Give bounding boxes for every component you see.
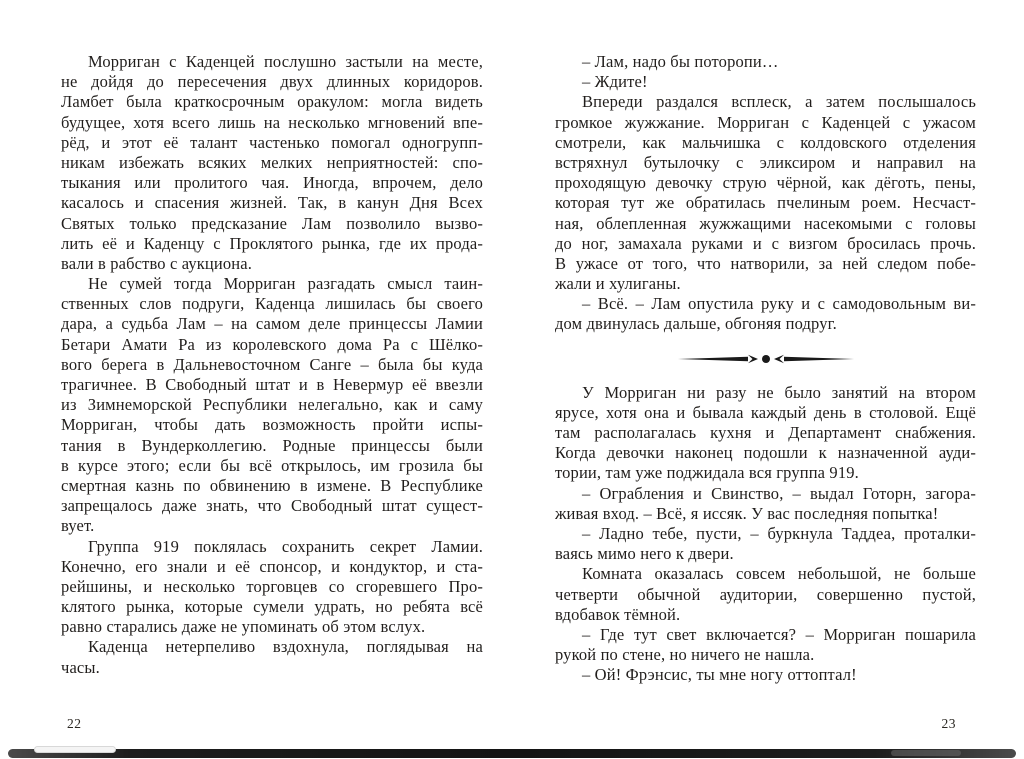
- text-line: рейшины, и несколько торговцев со сгоревшего Про-: [61, 576, 483, 596]
- text-line: часы.: [61, 657, 100, 677]
- text-line: ваясь мимо него к двери.: [555, 544, 734, 564]
- text-line: равно старались даже не упоминать об этом вслух.: [61, 617, 426, 637]
- paragraph: [61, 274, 483, 536]
- text-line: Каденца нетерпеливо вздохнула, поглядывая на: [88, 637, 483, 657]
- text-line: в курсе этого; если бы всё открылось, им грозила бы: [61, 455, 483, 475]
- paragraph: [555, 524, 976, 564]
- text-line: – Ой! Фрэнсис, ты мне ногу оттоптал!: [582, 665, 857, 685]
- text-line: клятого рынка, которые сумели удрать, но ребята всё: [61, 597, 483, 617]
- paragraph: [555, 383, 976, 484]
- page-number-left: 22: [67, 716, 82, 731]
- paragraph: [555, 92, 976, 294]
- text-line: Комната оказалась совсем небольшой, не больше: [582, 564, 976, 584]
- text-line: У Морриган ни разу не было занятий на втором: [582, 382, 976, 402]
- paragraph: [555, 484, 976, 524]
- paragraph: [555, 625, 976, 665]
- fleuron-divider-icon: [678, 353, 854, 365]
- bottom-edge-highlight: [34, 746, 116, 753]
- text-line: трагичнее. В Свободный штат и в Невермур её ввезли: [61, 375, 483, 394]
- text-line: – Ладно тебе, пусти, – буркнула Таддеа, проталки-: [582, 523, 976, 543]
- text-line: – Ждите!: [582, 72, 648, 92]
- text-line: вдобавок тёмной.: [555, 604, 681, 624]
- text-line: Группа 919 поклялась сохранить секрет Ламии.: [88, 536, 483, 556]
- text-line: – Ограбления и Свинство, – выдал Готорн, загора-: [582, 483, 976, 503]
- text-line: вого берега в Дальневосточном Санге – была бы куда: [61, 354, 483, 374]
- text-line: смертная казнь по обвинению в измене. В Республике: [61, 475, 483, 495]
- text-line: Морриган, чтобы дать возможность пройти испы-: [61, 415, 483, 435]
- text-line: Конечно, его знали и её спонсор, и кондуктор, и ста-: [61, 556, 483, 576]
- text-line: Когда девочки наконец подошли к назначенной ауди-: [555, 443, 976, 463]
- text-line: четверти обычной аудитории, совершенно пустой,: [555, 584, 976, 604]
- text-line: – Где тут свет включается? – Морриган пошарила: [582, 624, 976, 644]
- paragraph: [61, 52, 483, 274]
- text-line: ярусе, хотя она и бывала каждый день в столовой. Ещё: [555, 402, 976, 422]
- text-line: жали и хулиганы.: [555, 274, 681, 294]
- text-line: лить её и Каденцу с Проклятого рынка, где их прода-: [61, 233, 483, 253]
- left-page: [61, 52, 483, 732]
- text-line: Морриган с Каденцей послушно застыли на месте,: [88, 52, 483, 71]
- text-line: смотрели, как мальчишка с колдовского отделения: [555, 132, 976, 152]
- text-line: ственных слов подруги, Каденца лишилась бы своего: [61, 294, 483, 314]
- text-line: громкое жужжание. Морриган с Каденцей с ужасом: [555, 112, 976, 132]
- text-line: которая тут же обратилась пчелиным роем. Несчаст-: [555, 193, 976, 213]
- text-line: не дойдя до пересечения двух длинных коридоров.: [61, 72, 483, 92]
- paragraph: [555, 52, 976, 72]
- text-line: тыкания или пролитого чая. Иногда, впрочем, дело: [61, 173, 483, 193]
- paragraph: [555, 294, 976, 334]
- text-line: Впереди раздался всплеск, а затем послышалось: [582, 92, 976, 112]
- text-line: там располагалась кухня и Департамент снабжения.: [555, 423, 976, 442]
- text-line: Не сумей тогда Морриган разгадать смысл таин-: [88, 274, 483, 294]
- text-line: живая вход. – Всё, я иссяк. У вас последняя попытка!: [555, 503, 939, 523]
- paragraph: [555, 665, 976, 685]
- text-line: В ужасе от того, что натворили, за ней следом побе-: [555, 253, 976, 273]
- text-line: – Всё. – Лам опустила руку и с самодовольным ви-: [582, 294, 976, 314]
- bottom-edge-sheen: [891, 750, 961, 756]
- text-line: вует.: [61, 516, 95, 536]
- text-line: Святых только предсказание Лам позволило вызво-: [61, 213, 483, 233]
- text-line: будущее, хотя всего лишь на несколько мгновений впе-: [61, 112, 483, 132]
- text-line: до ног, замахала руками и с визгом бросилась прочь.: [555, 233, 976, 253]
- left-page-content: [61, 52, 483, 678]
- text-line: никам избежать всяких мелких неприятностей: спо-: [61, 152, 483, 172]
- text-line: встряхнул бутылочку с эликсиром и направил на: [555, 152, 976, 172]
- text-line: ная, облепленная жужжащими насекомыми с головы: [555, 213, 976, 233]
- text-line: дара, а судьба Лам – на самом деле принцессы Ламии: [61, 314, 483, 334]
- text-line: тории, там уже поджидала вся группа 919.: [555, 463, 859, 483]
- right-page-content: [555, 52, 976, 685]
- text-line: рукой по стене, но ничего не нашла.: [555, 645, 815, 665]
- book-bottom-edge: [8, 749, 1016, 758]
- text-line: дом двинулась дальше, обгоняя подруг.: [555, 314, 837, 334]
- text-line: проходящую девочку струю чёрной, как дёготь, пены,: [555, 173, 976, 193]
- paragraph: [555, 564, 976, 625]
- text-line: рёд, и этот её талант частенько помогал одногрупп-: [61, 132, 483, 152]
- text-line: касалось и спасения жизней. Так, в канун Дня Всех: [61, 193, 483, 213]
- right-page: [555, 52, 976, 732]
- text-line: запрещалось даже знать, что Свободный штат сущест-: [61, 496, 483, 516]
- section-divider: [555, 335, 976, 383]
- paragraph: [555, 72, 976, 92]
- paragraph: [61, 637, 483, 677]
- text-line: Ламбет была краткосрочным оракулом: могла видеть: [61, 92, 483, 112]
- paragraph: [61, 537, 483, 638]
- page-number-right: 23: [941, 716, 956, 731]
- text-line: Бетари Амати Ра из королевского дома Ра с Шёлко-: [61, 334, 483, 354]
- text-line: из Зимнеморской Республики нелегально, как и саму: [61, 395, 483, 415]
- text-line: тания в Вундерколлегию. Родные принцессы были: [61, 435, 483, 455]
- text-line: – Лам, надо бы поторопи…: [582, 52, 779, 71]
- text-line: вали в рабство с аукциона.: [61, 253, 252, 273]
